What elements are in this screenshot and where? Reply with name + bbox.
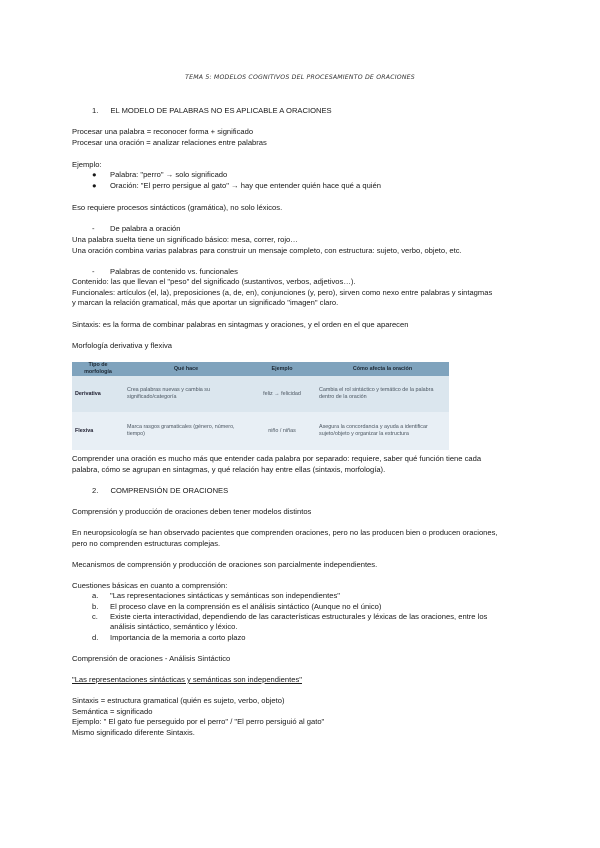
list-item: Existe cierta interactividad, dependiendo de las características estructurales y léxicas de las oraciones, entre los: [110, 612, 488, 621]
table-header-cell: Qué hace: [124, 362, 248, 376]
paragraph: En neuropsicología se han observado pacientes que comprenden oraciones, pero no las producen bien o producen oraciones,: [72, 528, 498, 537]
paragraph: Funcionales: artículos (el, la), preposiciones (a, de, en), conjunciones (y, pero), sirven como nexo entre palabras y sintagmas: [72, 288, 493, 297]
list-item: Palabra: "perro" → solo significado: [110, 170, 228, 179]
table-cell: Crea palabras nuevas y cambia su significado/categoría: [124, 376, 248, 412]
section-2-title: COMPRENSIÓN DE ORACIONES: [110, 486, 229, 495]
section-1-title: EL MODELO DE PALABRAS NO ES APLICABLE A ORACIONES: [110, 106, 332, 115]
table-row: [72, 412, 449, 450]
paragraph: Mecanismos de comprensión y producción de oraciones son parcialmente independientes.: [72, 560, 378, 569]
paragraph: Ejemplo: " El gato fue perseguido por el perro" / "El perro persiguió al gato": [72, 717, 325, 726]
paragraph: Comprender una oración es mucho más que entender cada palabra por separado: requiere, saber qué función tiene cada: [72, 454, 482, 463]
dash-icon: -: [92, 224, 95, 233]
table-cell: Flexiva: [72, 412, 124, 450]
dash-icon: -: [92, 267, 95, 276]
paragraph: Cuestiones básicas en cuanto a comprensión:: [72, 581, 228, 590]
paragraph: palabra, cómo se agrupan en sintagmas, y qué relación hay entre ellas (sintaxis, morfología).: [72, 465, 386, 474]
paragraph: Contenido: las que llevan el "peso" del significado (sustantivos, verbos, adjetivos…).: [72, 277, 356, 286]
section-1-number: 1.: [92, 106, 99, 115]
subheading: De palabra a oración: [110, 224, 181, 233]
list-item: Importancia de la memoria a corto plazo: [110, 633, 246, 642]
document-header: TEMA 5: MODELOS COGNITIVOS DEL PROCESAMIENTO DE ORACIONES: [185, 74, 415, 81]
paragraph: Procesar una palabra = reconocer forma + significado: [72, 127, 254, 136]
list-item: análisis sintáctico, semántico y léxico.: [110, 622, 238, 631]
paragraph: Eso requiere procesos sintácticos (gramática), no solo léxicos.: [72, 203, 283, 212]
table-cell: Derivativa: [72, 376, 124, 412]
table-cell: feliz → felicidad: [248, 376, 316, 412]
paragraph: Procesar una oración = analizar relaciones entre palabras: [72, 138, 267, 147]
paragraph: Morfología derivativa y flexiva: [72, 341, 173, 350]
list-marker: a.: [92, 591, 99, 600]
table-row: [72, 376, 449, 412]
table-cell: Asegura la concordancia y ayuda a identificar sujeto/objeto y organizar la estructura: [316, 412, 449, 450]
list-item: Oración: "El perro persigue al gato" → hay que entender quién hace qué a quién: [110, 181, 381, 190]
section-2-heading: [92, 486, 228, 495]
section-1-heading: [92, 106, 332, 115]
table-header-row: [72, 362, 449, 376]
list-marker: d.: [92, 633, 99, 642]
table-header-cell: Cómo afecta la oración: [316, 362, 449, 376]
table-cell: Cambia el rol sintáctico y temático de la palabra dentro de la oración: [316, 376, 449, 412]
subheading: Palabras de contenido vs. funcionales: [110, 267, 238, 276]
paragraph: Mismo significado diferente Sintaxis.: [72, 728, 195, 737]
bullet-icon: ●: [92, 181, 97, 190]
section-2-number: 2.: [92, 486, 99, 495]
paragraph: y marcan la relación gramatical, más que aportar un significado "imagen" claro.: [72, 298, 339, 307]
list-item: "Las representaciones sintácticas y semánticas son independientes": [110, 591, 340, 600]
list-marker: c.: [92, 612, 98, 621]
paragraph: Una palabra suelta tiene un significado básico: mesa, correr, rojo…: [72, 235, 298, 244]
underlined-quote: "Las representaciones sintácticas y semánticas son independientes": [72, 675, 302, 684]
paragraph: Comprensión y producción de oraciones deben tener modelos distintos: [72, 507, 312, 516]
table-header-cell: Tipo de morfología: [72, 362, 124, 376]
paragraph: pero no comprenden estructuras complejas.: [72, 539, 221, 548]
table-cell: Marca rasgos gramaticales (género, número, tiempo): [124, 412, 248, 450]
paragraph: Sintaxis = estructura gramatical (quién es sujeto, verbo, objeto): [72, 696, 285, 705]
bullet-icon: ●: [92, 170, 97, 179]
list-item: El proceso clave en la comprensión es el análisis sintáctico (Aunque no el único): [110, 602, 382, 611]
paragraph: Una oración combina varias palabras para construir un mensaje completo, con estructura: sujeto, verbo, objeto, etc.: [72, 246, 462, 255]
example-label: Ejemplo:: [72, 160, 102, 169]
table-header-cell: Ejemplo: [248, 362, 316, 376]
table-cell: niño / niñas: [248, 412, 316, 450]
paragraph: Sintaxis: es la forma de combinar palabras en sintagmas y oraciones, y el orden en el que aparecen: [72, 320, 409, 329]
morphology-table: [72, 362, 449, 450]
subheading: Comprensión de oraciones - Análisis Sintáctico: [72, 654, 231, 663]
list-marker: b.: [92, 602, 99, 611]
paragraph: Semántica = significado: [72, 707, 153, 716]
